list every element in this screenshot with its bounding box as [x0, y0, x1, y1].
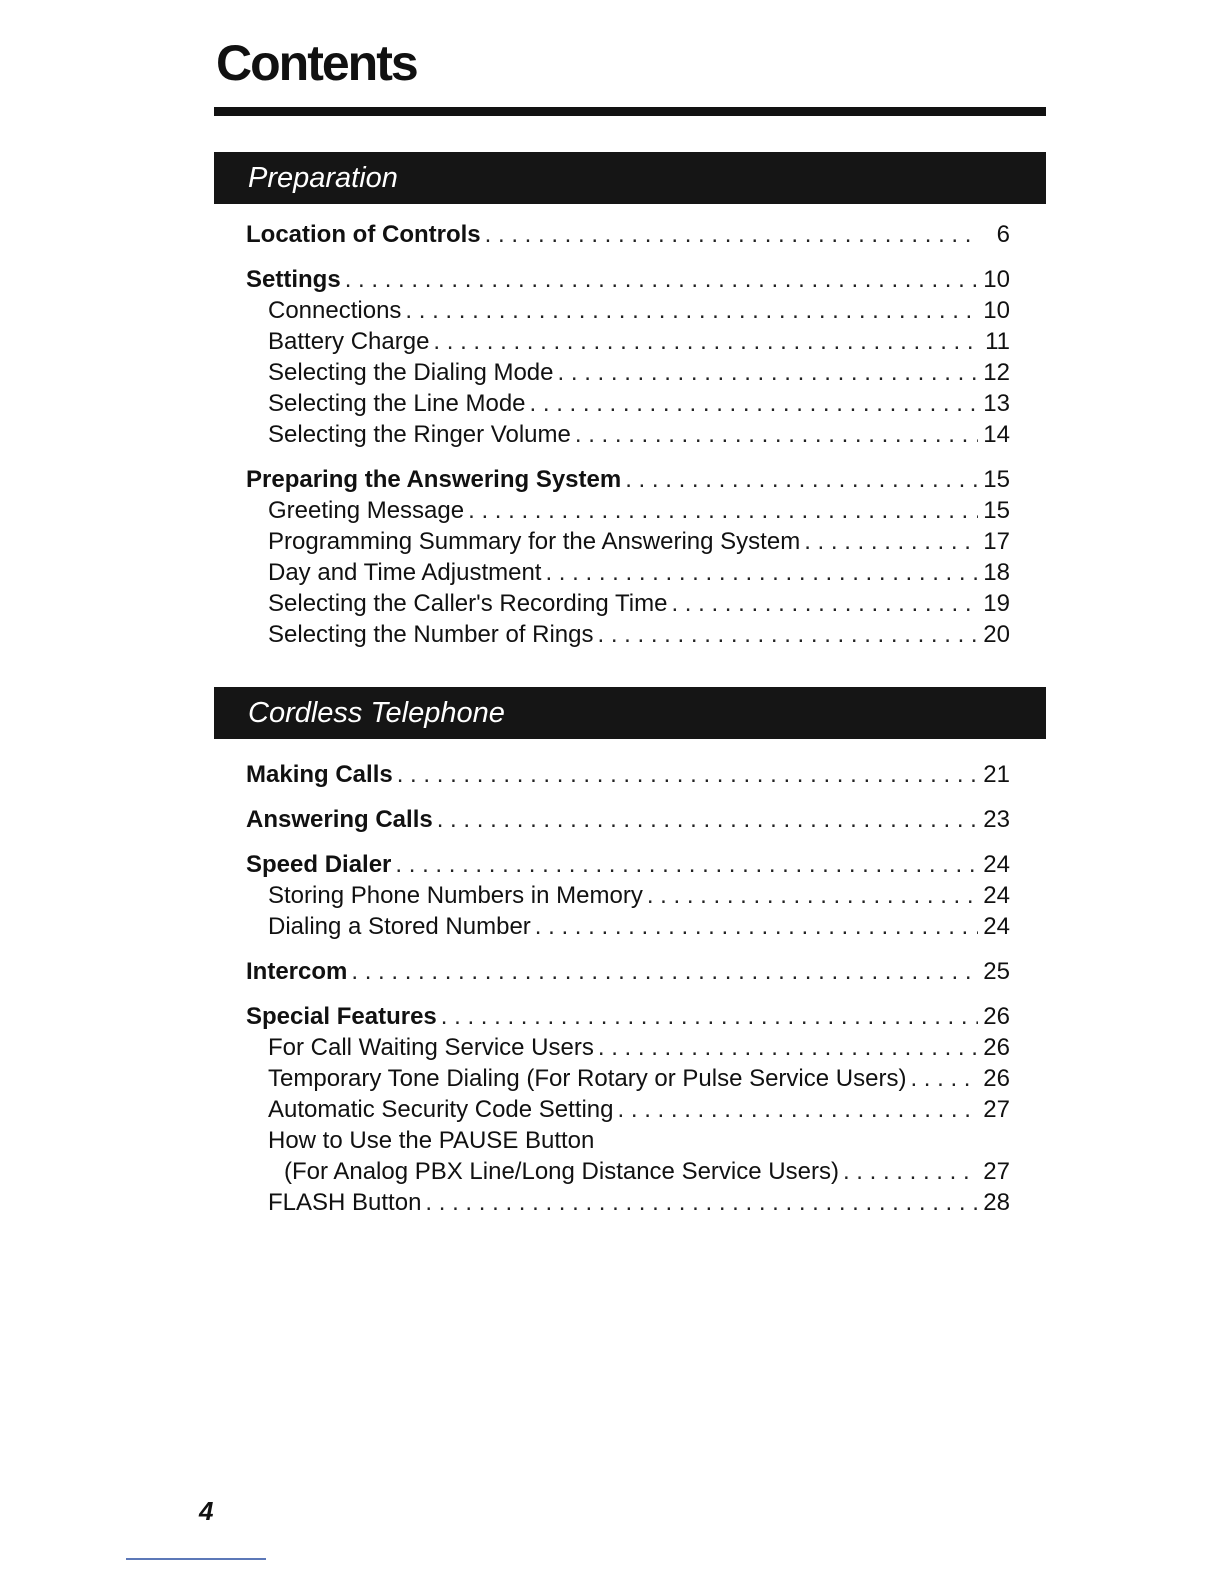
- toc-entry-title: Programming Summary for the Answering System: [268, 528, 801, 555]
- toc-entry-page: 10: [983, 297, 1010, 324]
- toc-entry[interactable]: [246, 1125, 1010, 1156]
- toc-entry-page: 12: [983, 359, 1010, 386]
- toc-entry[interactable]: [246, 357, 1010, 388]
- dot-leader: [395, 849, 978, 880]
- toc-entry[interactable]: [246, 526, 1010, 557]
- toc-group: [246, 264, 1010, 450]
- toc-entry[interactable]: [246, 419, 1010, 450]
- dot-leader: [671, 588, 978, 619]
- toc-entry[interactable]: [246, 880, 1010, 911]
- toc-cordless-telephone: [246, 759, 1010, 1232]
- toc-entry[interactable]: [246, 804, 1010, 835]
- toc-entry-page: 11: [985, 328, 1010, 355]
- toc-entry-title: Intercom: [246, 958, 348, 985]
- toc-entry-title: (For Analog PBX Line/Long Distance Service Users): [284, 1158, 839, 1185]
- toc-entry[interactable]: [246, 1094, 1010, 1125]
- dot-leader: [545, 557, 978, 588]
- dot-leader: [618, 1094, 978, 1125]
- dot-leader: [575, 419, 978, 450]
- dot-leader: [437, 804, 978, 835]
- toc-entry[interactable]: [246, 1001, 1010, 1032]
- toc-entry-page: 20: [983, 621, 1010, 648]
- title-divider: [214, 107, 1046, 116]
- toc-entry-title: For Call Waiting Service Users: [268, 1034, 594, 1061]
- dot-leader: [425, 1187, 978, 1218]
- toc-entry[interactable]: [246, 295, 1010, 326]
- toc-entry-page: 25: [983, 958, 1010, 985]
- dot-leader: [804, 526, 978, 557]
- toc-entry-page: 26: [983, 1034, 1010, 1061]
- toc-entry-title: Battery Charge: [268, 328, 430, 355]
- toc-entry-page: 15: [983, 466, 1010, 493]
- toc-entry-title: Day and Time Adjustment: [268, 559, 542, 586]
- toc-entry-page: 15: [983, 497, 1010, 524]
- toc-group: [246, 804, 1010, 835]
- dot-leader: [558, 357, 978, 388]
- toc-entry-title: Connections: [268, 297, 402, 324]
- toc-entry-page: 18: [983, 559, 1010, 586]
- toc-entry[interactable]: [246, 619, 1010, 650]
- toc-entry-page: 28: [983, 1189, 1010, 1216]
- section-heading-cordless-telephone: Cordless Telephone: [214, 687, 1046, 739]
- toc-entry-page: 19: [983, 590, 1010, 617]
- toc-entry-title: FLASH Button: [268, 1189, 422, 1216]
- toc-entry-page: 21: [983, 761, 1010, 788]
- toc-entry-title: Dialing a Stored Number: [268, 913, 531, 940]
- toc-entry[interactable]: [246, 557, 1010, 588]
- toc-entry-title: How to Use the PAUSE Button: [268, 1127, 595, 1154]
- toc-group: [246, 1001, 1010, 1218]
- dot-leader: [647, 880, 978, 911]
- toc-entry-title: Temporary Tone Dialing (For Rotary or Pulse Service Users): [268, 1065, 907, 1092]
- toc-entry[interactable]: [246, 464, 1010, 495]
- toc-entry-title: Selecting the Line Mode: [268, 390, 526, 417]
- dot-leader: [345, 264, 978, 295]
- toc-group: [246, 219, 1010, 250]
- toc-entry-page: 27: [983, 1158, 1010, 1185]
- dot-leader: [441, 1001, 978, 1032]
- dot-leader: [397, 759, 978, 790]
- toc-entry[interactable]: [246, 956, 1010, 987]
- dot-leader: [433, 326, 978, 357]
- toc-entry-title: Answering Calls: [246, 806, 433, 833]
- toc-group: [246, 956, 1010, 987]
- toc-entry-title: Preparing the Answering System: [246, 466, 622, 493]
- toc-entry[interactable]: [246, 1187, 1010, 1218]
- dot-leader: [535, 911, 978, 942]
- footer-line: [126, 1558, 266, 1560]
- toc-entry-title: Greeting Message: [268, 497, 465, 524]
- toc-entry-page: 6: [996, 221, 1010, 248]
- toc-entry-page: 24: [983, 851, 1010, 878]
- dot-leader: [843, 1156, 978, 1187]
- toc-entry-page: 10: [983, 266, 1010, 293]
- dot-leader: [405, 295, 978, 326]
- toc-entry-title: Automatic Security Code Setting: [268, 1096, 614, 1123]
- toc-entry-page: 27: [983, 1096, 1010, 1123]
- toc-entry[interactable]: [246, 264, 1010, 295]
- dot-leader: [598, 1032, 978, 1063]
- toc-entry[interactable]: [246, 495, 1010, 526]
- toc-entry[interactable]: [246, 1063, 1010, 1094]
- toc-entry[interactable]: [246, 326, 1010, 357]
- section-heading-preparation: Preparation: [214, 152, 1046, 204]
- dot-leader: [598, 619, 979, 650]
- toc-group: [246, 464, 1010, 650]
- page-number: 4: [199, 1496, 214, 1526]
- toc-entry-title: Special Features: [246, 1003, 437, 1030]
- toc-entry-page: 26: [983, 1065, 1010, 1092]
- toc-entry[interactable]: [246, 588, 1010, 619]
- toc-entry-page: 14: [983, 421, 1010, 448]
- dot-leader: [485, 219, 978, 250]
- toc-entry-page: 13: [983, 390, 1010, 417]
- toc-entry-title: Selecting the Number of Rings: [268, 621, 594, 648]
- toc-entry[interactable]: [246, 1032, 1010, 1063]
- dot-leader: [351, 956, 978, 987]
- toc-entry-title: Storing Phone Numbers in Memory: [268, 882, 643, 909]
- toc-preparation: [246, 219, 1010, 664]
- dot-leader: [468, 495, 978, 526]
- dot-leader: [625, 464, 978, 495]
- toc-entry[interactable]: [246, 849, 1010, 880]
- toc-entry[interactable]: [246, 388, 1010, 419]
- toc-entry[interactable]: [246, 911, 1010, 942]
- toc-entry[interactable]: [246, 1156, 1010, 1187]
- toc-entry[interactable]: [246, 759, 1010, 790]
- toc-entry-page: 24: [983, 882, 1010, 909]
- toc-entry-title: Selecting the Dialing Mode: [268, 359, 554, 386]
- toc-group: [246, 849, 1010, 942]
- toc-entry-title: Selecting the Ringer Volume: [268, 421, 571, 448]
- toc-entry-page: 26: [983, 1003, 1010, 1030]
- toc-entry-page: 23: [983, 806, 1010, 833]
- toc-entry-title: Location of Controls: [246, 221, 481, 248]
- toc-entry-title: Speed Dialer: [246, 851, 392, 878]
- toc-entry-title: Settings: [246, 266, 341, 293]
- toc-entry-page: 17: [983, 528, 1010, 555]
- dot-leader: [530, 388, 978, 419]
- toc-entry-title: Making Calls: [246, 761, 393, 788]
- toc-entry-title: Selecting the Caller's Recording Time: [268, 590, 668, 617]
- toc-group: [246, 759, 1010, 790]
- dot-leader: [910, 1063, 978, 1094]
- toc-entry[interactable]: [246, 219, 1010, 250]
- toc-entry-page: 24: [983, 913, 1010, 940]
- page-title: Contents: [216, 35, 417, 91]
